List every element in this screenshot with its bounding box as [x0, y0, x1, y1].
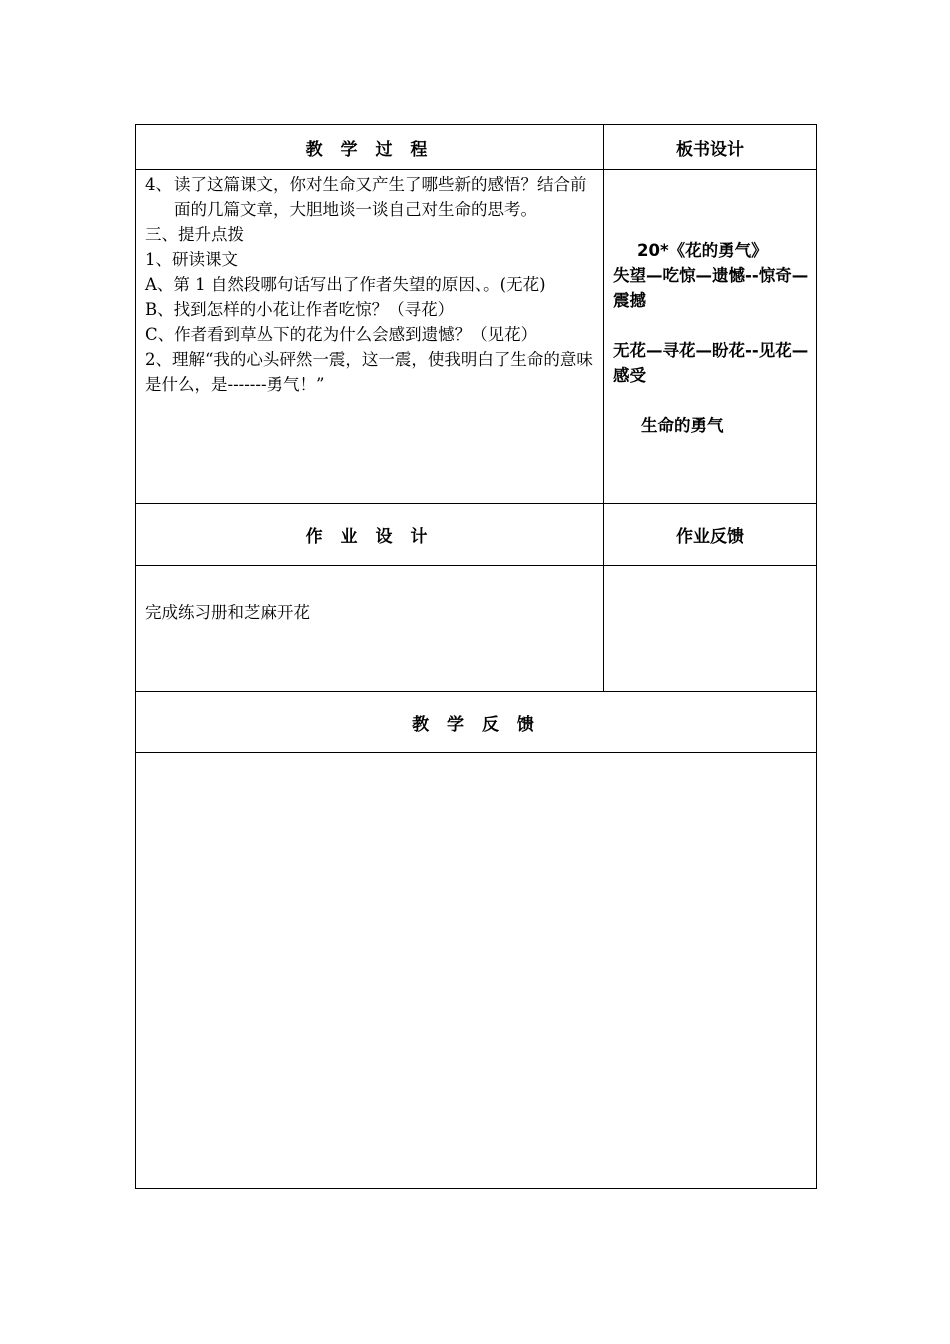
homework-feedback-cell	[604, 566, 817, 692]
lesson-plan-table	[135, 124, 817, 1189]
board-title: 20*《花的勇气》	[637, 241, 768, 260]
question-c: C、作者看到草丛下的花为什么会感到遗憾？（见花）	[145, 325, 538, 344]
item-4-number: 4、	[145, 175, 172, 194]
board-line-3: 生命的勇气	[641, 416, 724, 435]
process-item-4	[145, 172, 595, 222]
board-line-2: 无花—寻花—盼花--见花—感受	[613, 341, 809, 385]
board-line-1: 失望—吃惊—遗憾--惊奇—震撼	[613, 266, 809, 310]
teaching-feedback-cell	[136, 753, 817, 1189]
process-content	[136, 170, 604, 504]
question-a: A、第 1 自然段哪句话写出了作者失望的原因、。(无花)	[145, 275, 546, 294]
homework-content: 完成练习册和芝麻开花	[136, 566, 604, 692]
board-header: 板书设计	[604, 125, 817, 170]
section-3-heading: 三、提升点拨	[145, 225, 244, 244]
teaching-feedback-header: 教 学 反 馈	[136, 692, 817, 753]
subsection-2: 2、理解“我的心头砰然一震，这一震，使我明白了生命的意味是什么，是-------勇气！”	[145, 350, 593, 394]
subsection-1: 1、研读课文	[145, 250, 238, 269]
homework-header: 作 业 设 计	[136, 504, 604, 566]
board-content	[604, 170, 817, 504]
process-header: 教 学 过 程	[136, 125, 604, 170]
question-b: B、找到怎样的小花让作者吃惊？（寻花）	[145, 300, 455, 319]
item-4-text: 读了这篇课文，你对生命又产生了哪些新的感悟？结合前面的几篇文章，大胆地谈一谈自己对生命的思考。	[174, 175, 587, 219]
homework-feedback-header: 作业反馈	[604, 504, 817, 566]
